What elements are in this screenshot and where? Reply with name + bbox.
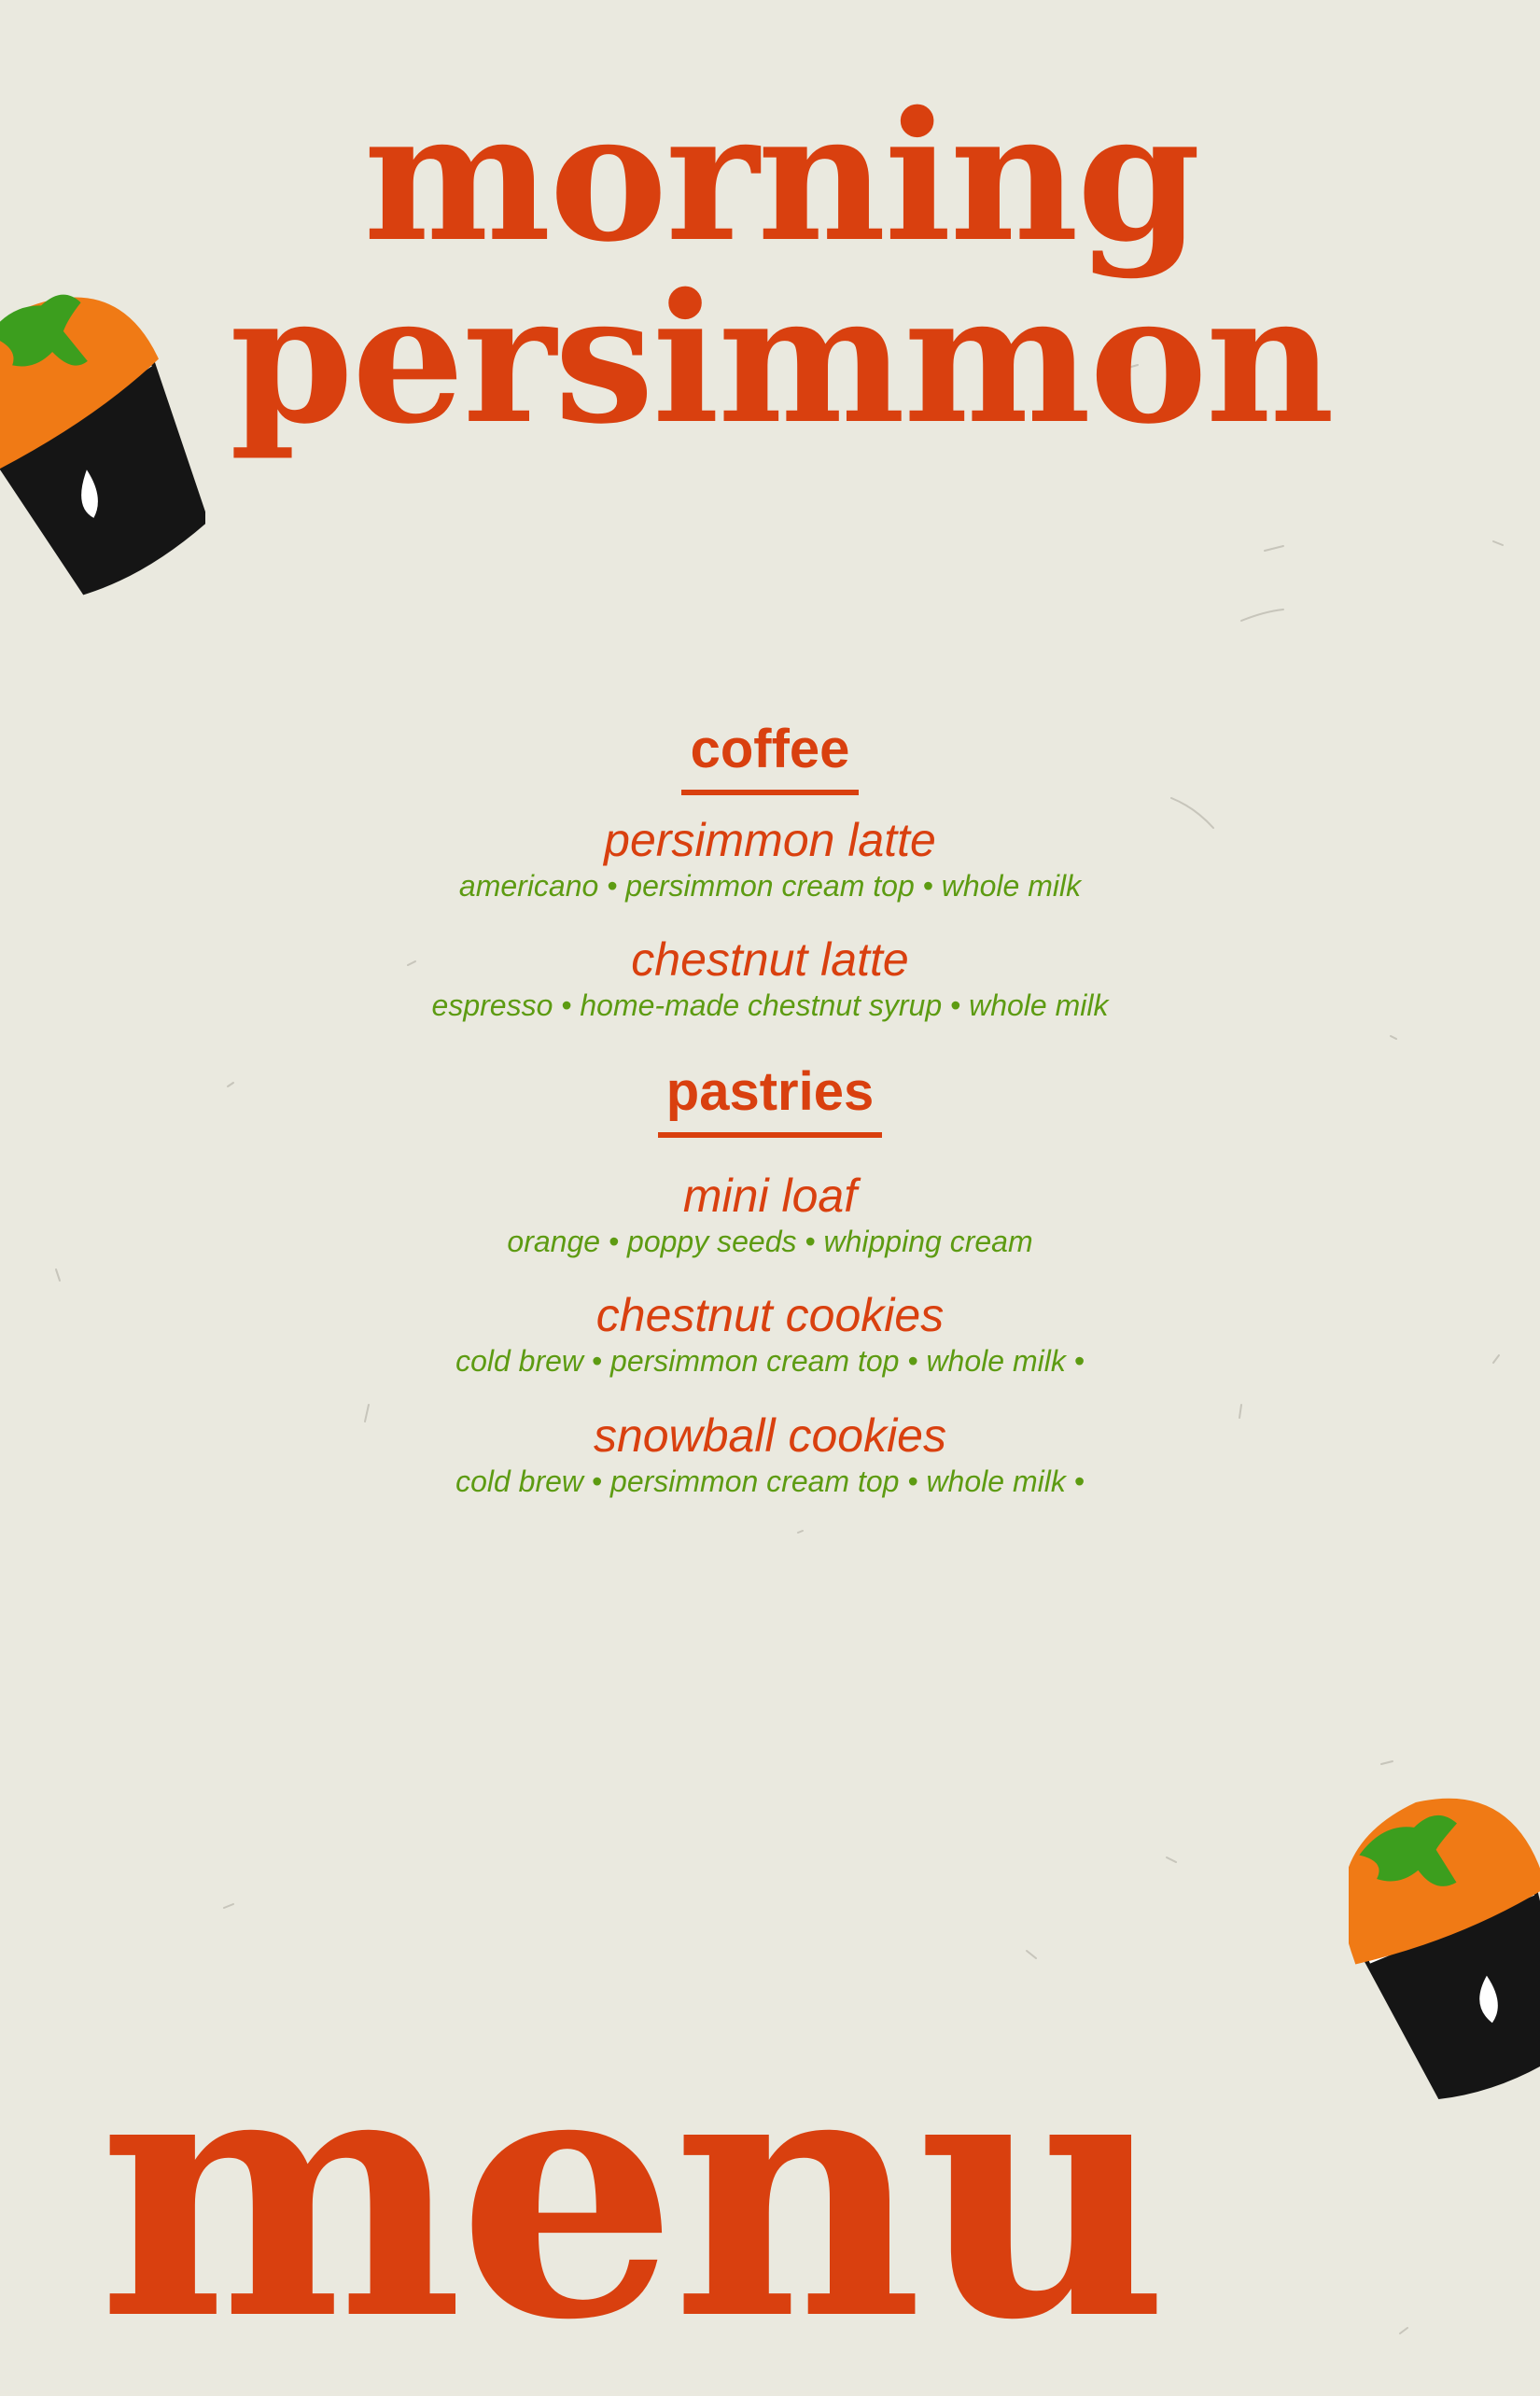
menu-item-snowball-cookies — [0, 1408, 1540, 1499]
item-description: espresso • home-made chestnut syrup • whole milk — [431, 988, 1109, 1023]
menu-item-persimmon-latte — [0, 812, 1540, 904]
menu-item-chestnut-cookies — [0, 1287, 1540, 1379]
section-heading-coffee-wrap — [0, 719, 1540, 812]
section-heading-underline — [681, 790, 859, 795]
item-description: cold brew • persimmon cream top • whole milk • — [455, 1464, 1085, 1498]
item-name: persimmon latte — [604, 814, 936, 866]
section-pastries — [0, 1061, 1540, 1499]
menu-footer-word: menu — [98, 1991, 1163, 2396]
section-heading-pastries-wrap — [0, 1061, 1540, 1155]
menu-body — [0, 719, 1540, 1499]
item-description: cold brew • persimmon cream top • whole milk • — [455, 1344, 1085, 1379]
menu-item-chestnut-latte — [0, 932, 1540, 1023]
section-heading-pastries: pastries — [665, 1060, 875, 1122]
menu-title-line-1: morning — [363, 73, 1199, 281]
item-description: orange • poppy seeds • whipping cream — [507, 1224, 1033, 1258]
section-heading-underline — [658, 1132, 882, 1138]
menu-title-line-2: persimmon — [230, 255, 1333, 463]
item-name: snowball cookies — [594, 1408, 946, 1462]
item-name: mini loaf — [682, 1169, 858, 1222]
section-heading-coffee: coffee — [690, 719, 850, 779]
item-description: americano • persimmon cream top • whole milk — [458, 869, 1082, 903]
menu-item-mini-loaf — [0, 1168, 1540, 1259]
persimmon-cup-icon — [1349, 1755, 1540, 2128]
section-coffee — [0, 719, 1540, 1024]
item-name: chestnut cookies — [595, 1289, 945, 1342]
item-name: chestnut latte — [631, 933, 909, 987]
